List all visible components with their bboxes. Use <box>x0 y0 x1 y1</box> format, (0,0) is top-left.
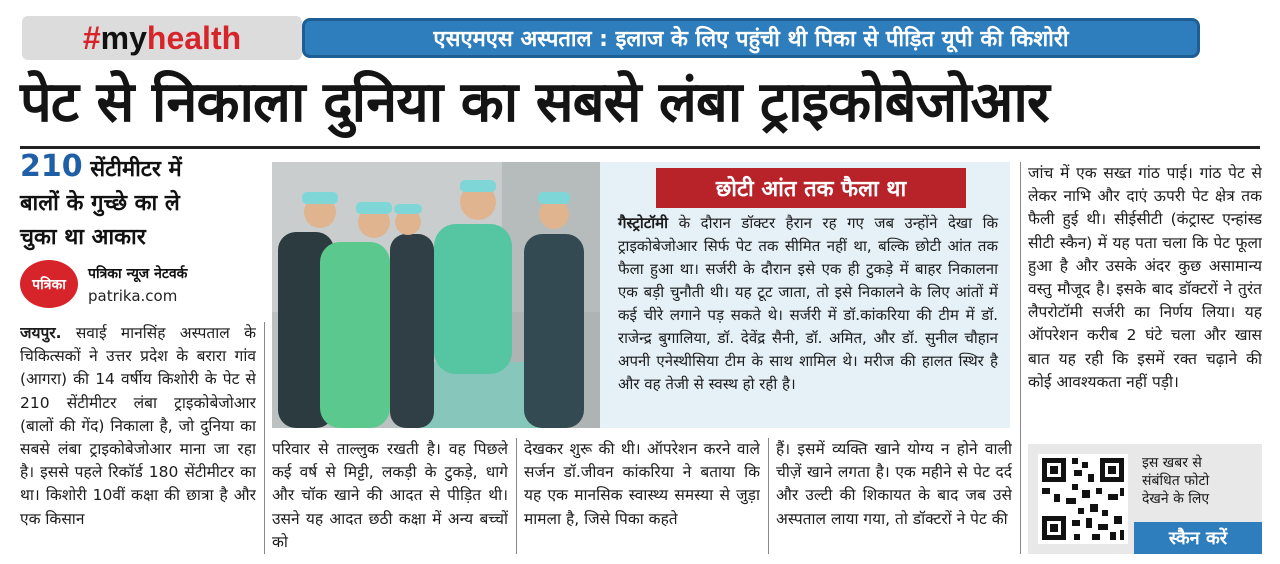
article-col-1 <box>20 322 256 554</box>
surgery-team-photo <box>272 162 600 428</box>
col2-text: परिवार से ताल्लुक रखती है। वह पिछले कई वर्ष से मिट्टी, लकड़ी के टुकड़े, धागे और चॉक खाने की आदत से पीड़ित थी। उसने यह आदत छठी कक्षा में अन्य बच्चों को <box>272 440 508 551</box>
brand <box>20 258 260 310</box>
tag-hash: # <box>82 19 101 56</box>
sidebar-box <box>600 162 1010 428</box>
subhead-line3: चुका था आकार <box>20 225 146 250</box>
sidebox-text <box>618 212 998 396</box>
article-col-3 <box>524 438 760 554</box>
top-banner: एसएमएस अस्पताल : इलाज के लिए पहुंची थी पिका से पीड़ित यूपी की किशोरी <box>302 18 1200 58</box>
qr-code-icon[interactable] <box>1038 454 1128 544</box>
sidebox-title: छोटी आंत तक फैला था <box>656 168 966 208</box>
subhead-line1: सेंटीमीटर में <box>90 157 182 182</box>
sidebox-lead: गैस्ट्रोटॉमी <box>618 214 669 232</box>
col4-text: हैं। इसमें व्यक्ति खाने योग्य न होने वाली चीज़ें खाने लगता है। एक महीने से पेट दर्द और उल्टी की शिकायत के बाद जब उसे अस्पताल लाया गया, तो डॉक्टरों ने पेट की <box>776 440 1012 528</box>
subhead <box>20 150 260 255</box>
column-divider <box>768 438 769 554</box>
qr-promo <box>1028 444 1262 554</box>
scan-button[interactable]: स्कैन करें <box>1134 522 1262 554</box>
subhead-number: 210 <box>20 149 83 184</box>
article-col-2 <box>272 438 508 554</box>
article-col-5 <box>1028 162 1262 438</box>
col3-text: देखकर शुरू की थी। ऑपरेशन करने वाले सर्जन डॉ.जीवन कांकरिया ने बताया कि यह एक मानसिक स्वास्थ्य समस्या से जुड़ा मामला है, जिसे पिका कहते <box>524 440 760 528</box>
headline-rule <box>20 146 1260 149</box>
dateline: जयपुर. <box>20 324 62 342</box>
section-tag <box>22 16 302 60</box>
column-divider <box>264 322 265 554</box>
column-divider <box>516 438 517 554</box>
headline: पेट से निकाला दुनिया का सबसे लंबा ट्राइकोबेजोआर <box>20 70 1049 135</box>
col1-text: सवाई मानसिंह अस्पताल के चिकित्सकों ने उत्तर प्रदेश के बरारा गांव (आगरा) की 14 वर्षीय किशोरी के पेट से 210 सेंटीमीटर लंबा ट्राइकोबेजोआर (बालों की गेंद) निकाला है, जो दुनिया का सबसे लंबा ट्राइकोबेजोआर माना जा रहा है। इससे पहले रिकॉर्ड 180 सेंटीमीटर का था। किशोरी 10वीं कक्षा की छात्रा है और एक किसान <box>20 324 256 528</box>
tag-my: my <box>100 19 147 56</box>
column-divider <box>1020 162 1021 554</box>
sidebox-body: के दौरान डॉक्टर हैरान रह गए जब उन्होंने देखा कि ट्राइकोबेजोआर सिर्फ पेट तक सीमित नहीं था, बल्कि छोटी आंत तक फैला हुआ था। सर्जरी के दौरान इसे एक ही टुकड़े में बाहर निकालना एक बड़ी चुनौती थी। यह टूट जाता, तो इसे निकालने के लिए आंतों में कई चीरे लगाने पड़ सकते थे। सर्जरी में डॉ.कांकरिया की टीम में डॉ. राजेन्द्र बुगालिया, डॉ. देवेंद्र सैनी, डॉ. अमित, और डॉ. सुनील चौहान अपनी एनेस्थीसिया टीम के साथ शामिल थे। मरीज की हालत स्थिर है और वह तेजी से स्वस्थ हो रही है। <box>618 214 998 393</box>
subhead-line2: बालों के गुच्छे का ले <box>20 191 180 216</box>
tag-health: health <box>146 19 242 56</box>
col5-text: जांच में एक सख्त गांठ पाई। गांठ पेट से लेकर नाभि और दाएं ऊपरी पेट क्षेत्र तक फैली हुई थी। सीईसीटी (कंट्रास्ट एन्हांस्ड सीटी स्कैन) में यह पता चला कि पेट फूला हुआ है और उसके अंदर कुछ असामान्य वस्तु मौजूद है। इसके बाद डॉक्टरों ने तुरंत लैपरोटॉमी सर्जरी का निर्णय लिया। यह ऑपरेशन करीब 2 घंटे चला और खास बात यह रही कि इसमें रक्त चढ़ाने की कोई आवश्यकता नहीं पड़ी। <box>1028 164 1262 391</box>
patrika-logo: पत्रिका <box>20 260 78 308</box>
qr-caption: इस खबर से संबंधित फोटो देखने के लिए <box>1142 455 1210 507</box>
article-col-4 <box>776 438 1012 554</box>
brand-site: patrika.com <box>88 286 178 305</box>
brand-name: पत्रिका न्यूज नेटवर्क <box>88 265 188 282</box>
